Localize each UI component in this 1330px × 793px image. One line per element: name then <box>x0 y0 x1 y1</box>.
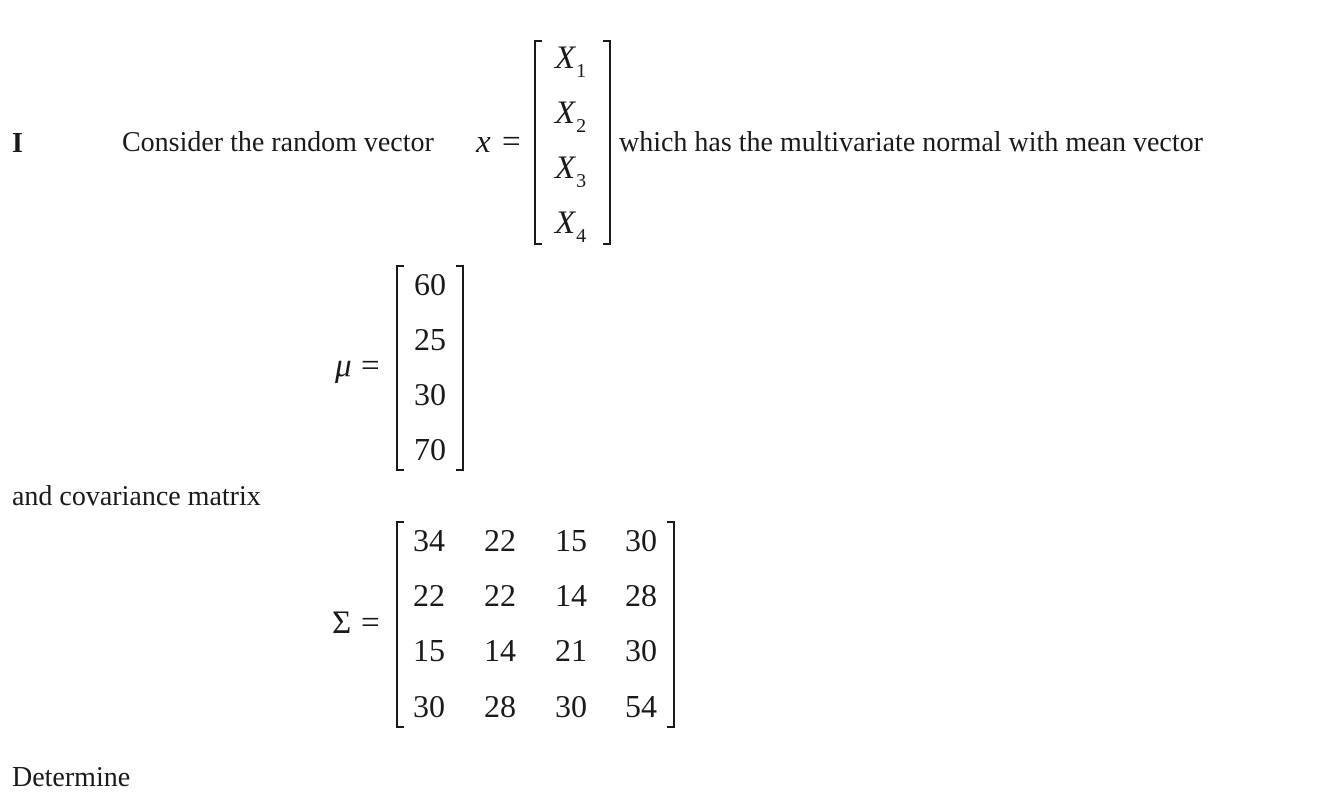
covariance-symbol: Σ <box>332 605 352 641</box>
problem-label: I <box>12 128 23 159</box>
covariance-cell: 54 <box>625 688 657 724</box>
covariance-lead-text: and covariance matrix <box>12 481 261 512</box>
covariance-cell: 14 <box>484 632 516 668</box>
covariance-cell: 28 <box>625 577 657 613</box>
vector-lhs: x <box>476 124 491 160</box>
mean-equals: = <box>361 348 380 384</box>
intro-text: Consider the random vector <box>122 127 434 158</box>
mean-value: 25 <box>414 321 446 357</box>
vector-entry: $X_4$ <box>554 205 587 247</box>
mean-symbol: μ <box>335 348 352 384</box>
after-vector-text: which has the multivariate normal with mean vector <box>619 127 1203 158</box>
covariance-cell: 22 <box>413 577 445 613</box>
trailing-text: Determine <box>12 762 131 793</box>
covariance-cell: 30 <box>413 688 445 724</box>
covariance-cell: 28 <box>484 688 516 724</box>
vector-equals: = <box>502 124 521 160</box>
covariance-cell: 22 <box>484 522 516 558</box>
covariance-cell: 34 <box>413 522 445 558</box>
covariance-cell: 15 <box>413 632 445 668</box>
vector-entry: $X_3$ <box>554 150 587 192</box>
mean-value: 70 <box>414 431 446 467</box>
covariance-equals: = <box>361 605 380 641</box>
covariance-cell: 21 <box>555 632 587 668</box>
covariance-cell: 30 <box>555 688 587 724</box>
covariance-cell: 30 <box>625 632 657 668</box>
covariance-cell: 15 <box>555 522 587 558</box>
mean-value: 60 <box>414 266 446 302</box>
mean-value: 30 <box>414 376 446 412</box>
covariance-cell: 14 <box>555 577 587 613</box>
covariance-cell: 22 <box>484 577 516 613</box>
vector-entry: $X_2$ <box>554 95 587 137</box>
covariance-cell: 30 <box>625 522 657 558</box>
vector-entry: $X_1$ <box>554 40 587 82</box>
